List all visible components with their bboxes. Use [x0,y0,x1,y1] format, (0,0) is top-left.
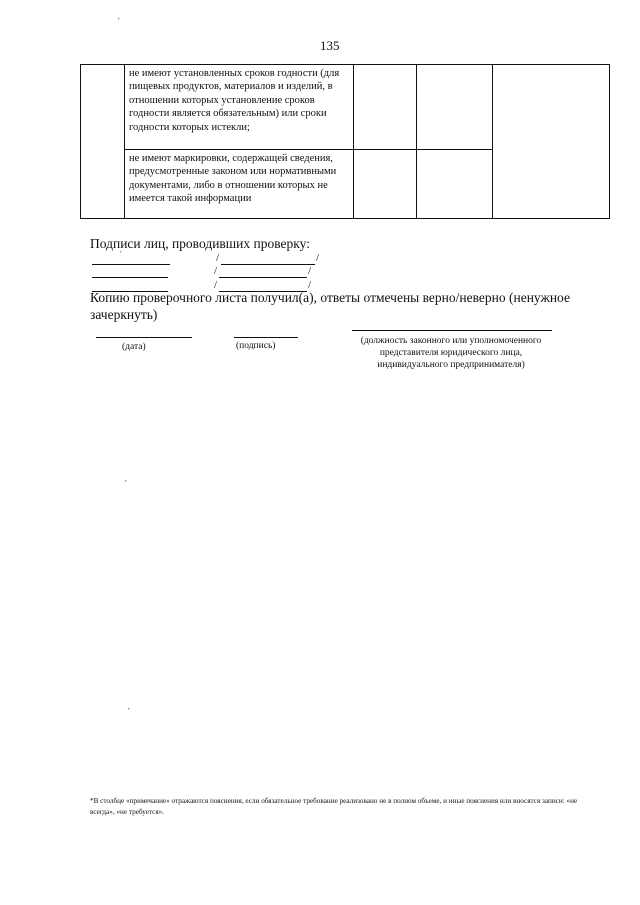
slash-mark: / [316,252,320,264]
scan-mark: ˈ [124,478,128,490]
requirement-cell: не имеют установленных сроков годности (для пищевых продуктов, материалов и изделий, в отношении которых установление сроков годности является обязательным) или сроки годности которых истекли; [125,65,354,150]
slash-mark: / [216,252,220,264]
requirement-cell: не имеют маркировки, содержащей сведения, предусмотренные законом или нормативными документами, либо в отношении которых не имеется такой информации [125,150,354,219]
signature-caption: (подпись) [236,341,276,351]
answer-no-cell [417,65,493,150]
answer-yes-cell [354,150,417,219]
position-caption: (должность законного или уполномоченного представителя юридического лица, индивидуального предпринимателя) [360,336,542,370]
checklist-table [80,64,610,219]
receipt-statement: Копию проверочного листа получил(а), ответы отмечены верно/неверно (ненужное зачеркнуть) [90,290,570,322]
slash-mark: / [214,279,218,291]
scan-mark: ˈ [119,249,123,261]
signature-line [92,277,168,278]
footnote: *В столбце «примечание» отражаются пояснения, если обязательное требование реализовано не в полном объеме, и иные пояснения или вносятся записи: «не всегда», «не требуется». [90,797,578,816]
answer-yes-cell [354,65,417,150]
date-caption: (дата) [122,342,146,352]
answer-no-cell [417,150,493,219]
signature-line [92,264,170,265]
signatures-heading: Подписи лиц, проводивших проверку: [90,236,310,251]
slash-mark: / [308,279,312,291]
slash-mark: / [308,265,312,277]
scan-mark: ˈ [117,16,121,28]
slash-mark: / [214,265,218,277]
position-line [352,330,552,331]
date-line [96,337,192,338]
table-row [81,65,610,150]
note-cell [493,65,610,219]
page-number: 135 [320,38,340,53]
signature-line [219,277,307,278]
signature-line [234,337,298,338]
scan-mark: ˈ [127,706,131,718]
row-number-cell [81,65,125,219]
signature-line [221,264,315,265]
